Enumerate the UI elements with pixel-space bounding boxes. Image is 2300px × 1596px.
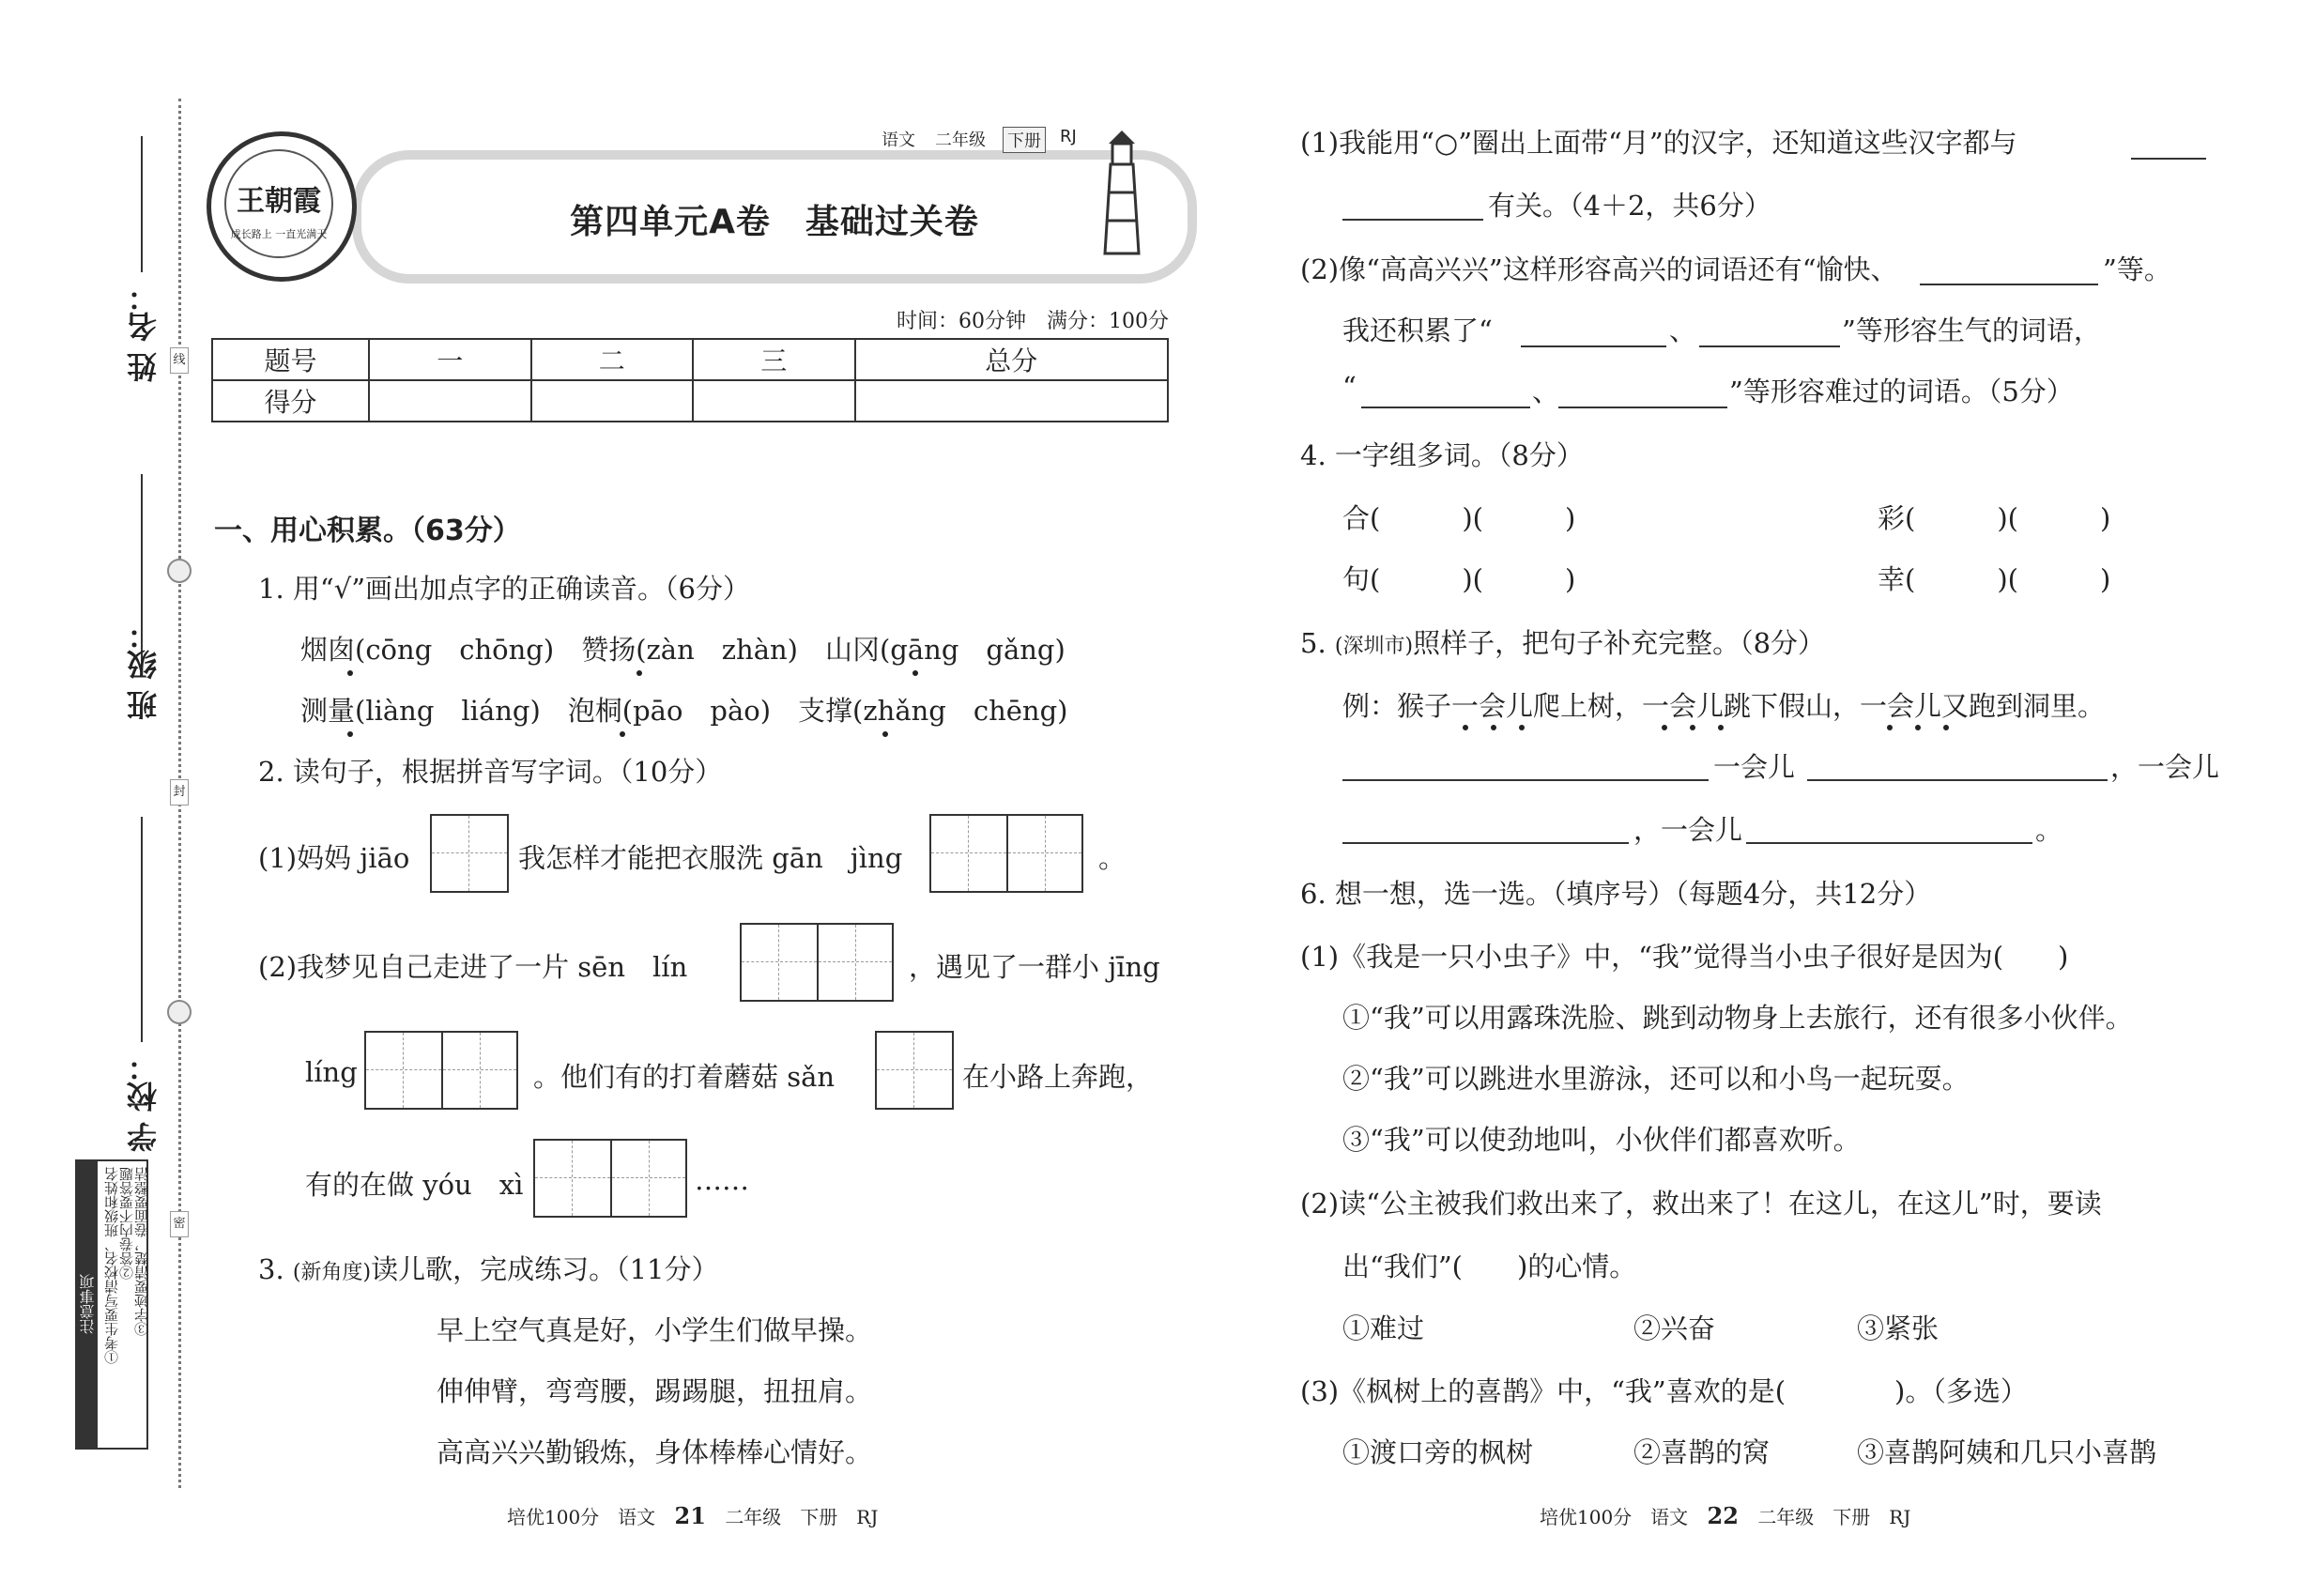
emphasis-dot [1519, 725, 1525, 730]
emphasis-dot [882, 731, 888, 737]
class-label: 班 级： [126, 620, 161, 721]
q3-2-text-a: (2)像“高高兴兴”这样形容高兴的词语还有“愉快、 [1300, 253, 1898, 285]
writing-grid[interactable] [875, 1031, 954, 1110]
answer-blank[interactable] [1558, 407, 1727, 408]
brand-slogan: 成长路上 一直光满天 [230, 228, 328, 240]
page-title: 第四单元A卷 基础过关卷 [570, 203, 979, 241]
emphasis-dot [1915, 725, 1921, 730]
q6-1: (1)《我是一只小虫子》中，“我”觉得当小虫子很好是因为( ) [1300, 941, 2069, 973]
brand-logo [207, 131, 357, 282]
q2-2-text-b: ，遇见了一群小 jīng [909, 951, 1160, 983]
q6-2-text-b: 出“我们”( )的心情。 [1342, 1251, 1637, 1282]
section1-heading: 一、用心积累。（63分） [214, 514, 521, 547]
emphasis-dot [636, 670, 642, 676]
page-number: 21 [674, 1502, 706, 1529]
q2-2-text-a: (2)我梦见自己走进了一片 sēn lín [258, 951, 688, 983]
answer-blank[interactable] [1342, 779, 1709, 781]
word-item[interactable]: 句( )( ) [1342, 563, 1576, 595]
score-header: 一 [369, 339, 531, 380]
footer-text: 二年级 下册 RJ [1757, 1506, 1911, 1528]
edition-tag: RJ [1060, 127, 1077, 146]
binding-char: 线 [170, 347, 189, 374]
q2-2-text-d: 。他们有的打着蘑菇 sǎn [533, 1061, 836, 1093]
notice-item: ②答卷内不要答题 [118, 1167, 135, 1280]
binding-char: 密 [170, 1211, 189, 1237]
subject-tag: 语文 [882, 130, 915, 150]
q6-option: ①渡口旁的枫树 [1342, 1436, 1534, 1468]
score-header: 题号 [212, 339, 369, 380]
q2-1-text-a: (1)妈妈 jiāo [258, 842, 410, 874]
score-cell[interactable] [369, 380, 531, 422]
binding-hole-icon [167, 559, 192, 583]
name-field-line[interactable] [141, 136, 143, 272]
binding-hole-icon [167, 1000, 192, 1024]
q3-2-text-d: 、 [1669, 315, 1697, 346]
notice-item: ①考生要写清校名、班级和姓名 [103, 1167, 120, 1364]
footer-text: 培优100分 语文 [507, 1506, 656, 1528]
answer-blank[interactable] [2131, 158, 2206, 160]
emphasis-dot [1943, 725, 1949, 730]
emphasis-dot [1690, 725, 1695, 730]
emphasis-dot [912, 670, 918, 676]
binding-char: 封 [170, 779, 189, 806]
question-5-text: 照样子，把句子补充完整。（8分） [1413, 627, 1826, 659]
q2-2-text-c: líng [305, 1056, 358, 1088]
q6-3: (3)《枫树上的喜鹊》中，“我”喜欢的是( )。（多选） [1300, 1375, 2028, 1407]
poem-line: 伸伸臂，弯弯腰，踢踢腿，扭扭肩。 [437, 1375, 873, 1407]
score-row [212, 380, 1168, 422]
poem-line: 高高兴兴勤锻炼，身体棒棒心情好。 [437, 1436, 873, 1468]
answer-blank[interactable] [1807, 779, 2108, 781]
q3-2-text-f: “ [1342, 371, 1357, 403]
emphasis-dot [347, 670, 353, 676]
emphasis-dot [1887, 725, 1893, 730]
writing-grid[interactable] [364, 1031, 518, 1110]
writing-grid[interactable] [740, 923, 894, 1002]
emphasis-dot [1718, 725, 1724, 730]
q2-2-text-f: 有的在做 yóu xì [305, 1169, 524, 1201]
answer-blank[interactable] [1361, 407, 1530, 408]
writing-grid[interactable] [929, 814, 1083, 893]
school-field-line[interactable] [141, 817, 143, 1042]
q3-2-text-c: 我还积累了“ [1342, 315, 1493, 346]
q6-option: ①“我”可以用露珠洗脸、跳到动物身上去旅行，还有很多小伙伴。 [1342, 1002, 2133, 1034]
page-footer-right [1540, 1502, 1910, 1529]
question-1: 1. 用“√”画出加点字的正确读音。（6分） [258, 573, 750, 605]
word-item[interactable]: 合( )( ) [1342, 502, 1576, 534]
q5-line2-b: 。 [2035, 814, 2063, 846]
brand-name: 王朝霞 [237, 185, 321, 218]
question-5-number: 5. [1300, 627, 1335, 659]
footer-text: 培优100分 语文 [1540, 1506, 1689, 1528]
poem-line: 早上空气真是好，小学生们做早操。 [437, 1314, 873, 1346]
q3-2-text-h: ”等形容难过的词语。（5分） [1729, 376, 2074, 407]
answer-blank[interactable] [1699, 345, 1840, 347]
question-tag: (深圳市) [1334, 635, 1414, 658]
time-info: 时间：60分钟 满分：100分 [897, 310, 1169, 333]
answer-blank[interactable] [1342, 219, 1483, 221]
q3-2-text-e: ”等形容生气的词语， [1842, 315, 2101, 346]
q3-2-text-b: ”等。 [2103, 253, 2171, 285]
question-3 [258, 1249, 718, 1287]
notice-box [75, 1159, 148, 1450]
q1-row1: 烟囱(cōng chōng) 赞扬(zàn zhàn) 山冈(gāng gǎng) [300, 634, 1066, 666]
q2-1-text-c: 。 [1098, 842, 1127, 874]
q6-option: ①难过 [1342, 1312, 1425, 1344]
score-cell[interactable] [855, 380, 1168, 422]
title-banner [352, 150, 1197, 284]
q1-row2: 测量(liàng liáng) 泡桐(pāo pào) 支撑(zhǎng chēng) [300, 695, 1068, 727]
q6-option: ③“我”可以使劲地叫，小伙伴们都喜欢听。 [1342, 1124, 1861, 1156]
question-tag: (新角度) [292, 1261, 372, 1284]
q6-option: ②“我”可以跳进水里游泳，还可以和小鸟一起玩耍。 [1342, 1063, 1970, 1095]
score-cell[interactable] [531, 380, 694, 422]
answer-blank[interactable] [1342, 842, 1629, 844]
q5-example: 例：猴子一会儿爬上树，一会儿跳下假山，一会儿又跑到洞里。 [1342, 690, 2106, 722]
emphasis-dot [1491, 725, 1496, 730]
q2-1-text-b: 我怎样才能把衣服洗 gān jìng [518, 842, 903, 874]
q5-line1-b: ，一会儿 [2110, 751, 2220, 783]
notice-title: 注意事项 [77, 1161, 98, 1448]
q6-option: ②兴奋 [1633, 1312, 1716, 1344]
answer-blank[interactable] [1920, 284, 2098, 285]
q2-2-text-e: 在小路上奔跑， [962, 1061, 1154, 1093]
q6-option: ③紧张 [1857, 1312, 1940, 1344]
question-3-number: 3. [258, 1253, 293, 1285]
q3-2-text-g: 、 [1532, 376, 1560, 407]
notice-item: ③字迹要清楚，卷面要整洁 [133, 1167, 150, 1336]
name-label: 姓 名： [126, 282, 161, 383]
question-4: 4. 一字组多词。（8分） [1300, 439, 1584, 471]
q5-line1-a: 一会儿 [1713, 751, 1796, 783]
score-header-row [212, 339, 1168, 380]
q2-2-text-g: …… [695, 1164, 749, 1196]
school-label: 学 校： [126, 1051, 161, 1153]
score-header: 总分 [855, 339, 1168, 380]
answer-blank[interactable] [1521, 345, 1666, 347]
score-header: 三 [693, 339, 855, 380]
answer-blank[interactable] [1746, 842, 2032, 844]
q3-1-text-b: 有关。（4＋2，共6分） [1488, 190, 1771, 222]
page-number: 22 [1707, 1502, 1739, 1529]
score-row-label: 得分 [212, 380, 369, 422]
emphasis-dot [1463, 725, 1468, 730]
score-table [211, 338, 1169, 422]
q6-2-text-a: (2)读“公主被我们救出来了，救出来了！在这儿，在这儿”时，要读 [1300, 1188, 2102, 1220]
page-footer-left [507, 1502, 878, 1529]
question-3-text: 读儿歌，完成练习。（11分） [371, 1253, 719, 1285]
word-item[interactable]: 幸( )( ) [1878, 563, 2111, 595]
question-5 [1300, 622, 1825, 661]
footer-text: 二年级 下册 RJ [725, 1506, 879, 1528]
volume-tag: 下册 [1003, 127, 1046, 153]
lighthouse-icon [1084, 127, 1159, 258]
word-item[interactable]: 彩( )( ) [1878, 502, 2111, 534]
q6-option: ③喜鹊阿姨和几只小喜鹊 [1857, 1436, 2157, 1468]
q3-1-text-a: (1)我能用“○”圈出上面带“月”的汉字，还知道这些汉字都与 [1300, 127, 2017, 159]
emphasis-dot [620, 731, 625, 737]
question-6: 6. 想一想，选一选。（填序号）（每题4分，共12分） [1300, 878, 1932, 910]
emphasis-dot [1662, 725, 1667, 730]
score-cell[interactable] [693, 380, 855, 422]
q5-line2-a: ，一会儿 [1633, 814, 1743, 846]
writing-grid[interactable] [533, 1139, 687, 1218]
writing-grid[interactable] [430, 814, 509, 893]
grade-tag: 二年级 [935, 130, 986, 150]
emphasis-dot [347, 731, 353, 737]
q6-option: ②喜鹊的窝 [1633, 1436, 1771, 1468]
score-header: 二 [531, 339, 694, 380]
question-2: 2. 读句子，根据拼音写字词。（10分） [258, 756, 723, 788]
